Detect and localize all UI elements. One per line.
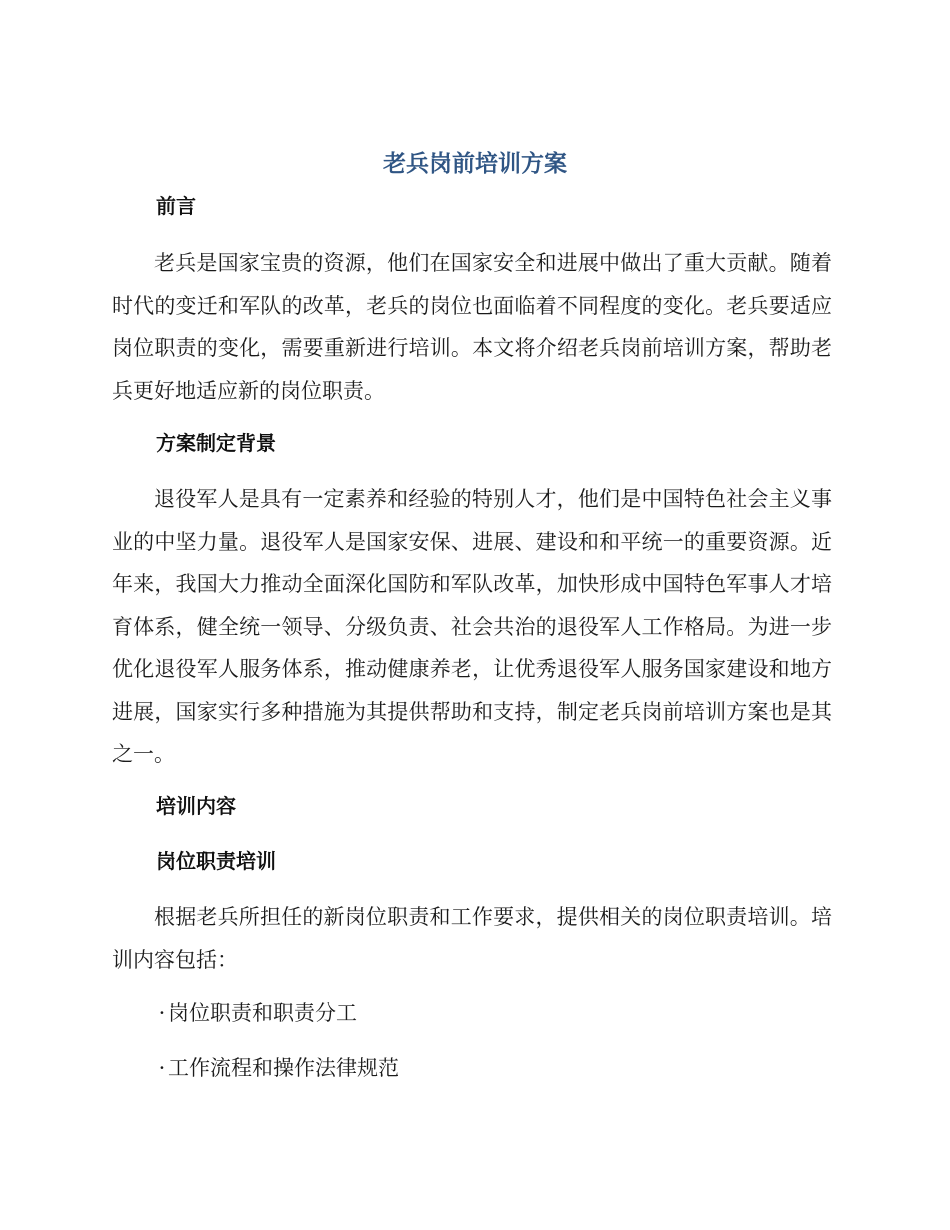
heading-training-content: 培训内容 xyxy=(156,794,236,818)
list-item-text: 岗位职责和职责分工 xyxy=(168,1001,357,1025)
list-item-text: 工作流程和操作法律规范 xyxy=(168,1056,399,1080)
heading-preface: 前言 xyxy=(156,194,196,218)
document-title: 老兵岗前培训方案 xyxy=(383,151,567,177)
paragraph-preface: 老兵是国家宝贵的资源，他们在国家安全和进展中做出了重大贡献。随着时代的变迁和军队的改革，老兵的岗位也面临着不同程度的变化。老兵要适应岗位职责的变化，需要重新进行培训。本文将介绍老兵岗前培训方案，帮助老兵更好地适应新的岗位职责。 xyxy=(112,251,832,403)
bullet-marker: · xyxy=(158,1056,166,1080)
bullet-marker: · xyxy=(158,1001,166,1025)
paragraph-background: 退役军人是具有一定素养和经验的特别人才，他们是中国特色社会主义事业的中坚力量。退役军人是国家安保、进展、建设和和平统一的重要资源。近年来，我国大力推动全面深化国防和军队改革，加快形成中国特色军事人才培育体系，健全统一领导、分级负责、社会共治的退役军人工作格局。为进一步优化退役军人服务体系，推动健康养老，让优秀退役军人服务国家建设和地方进展，国家实行多种措施为其提供帮助和支持，制定老兵岗前培训方案也是其之一。 xyxy=(112,487,832,766)
paragraph-job-duty-training: 根据老兵所担任的新岗位职责和工作要求，提供相关的岗位职责培训。培训内容包括： xyxy=(112,905,832,972)
list-item xyxy=(156,1052,399,1084)
list-item xyxy=(156,997,357,1029)
heading-job-duty-training: 岗位职责培训 xyxy=(156,849,276,873)
heading-background: 方案制定背景 xyxy=(156,431,276,455)
